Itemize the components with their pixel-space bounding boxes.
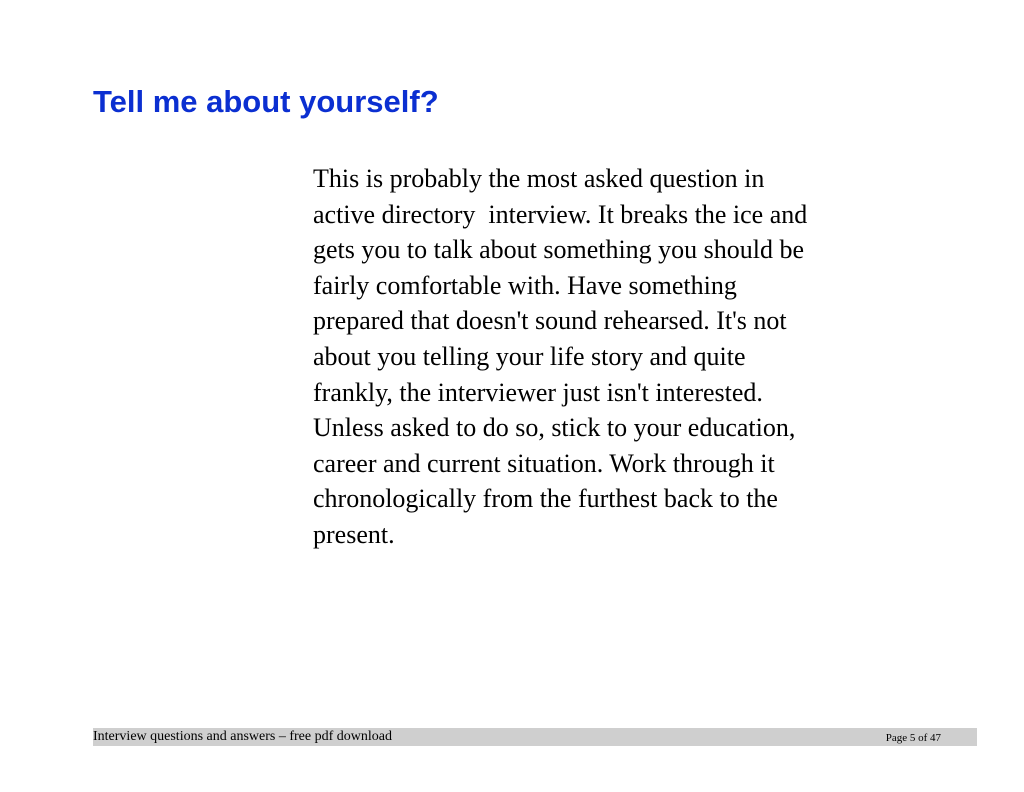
footer-title: Interview questions and answers – free pdf download [93,729,392,744]
answer-line: chronologically from the furthest back to the [313,484,778,514]
answer-line: about you telling your life story and quite [313,341,746,371]
answer-line: Unless asked to do so, stick to your education, [313,413,796,443]
answer-line: frankly, the interviewer just isn't interested. [313,377,763,407]
answer-paragraph [313,161,918,553]
footer-bar [93,728,977,746]
answer-line: career and current situation. Work through it [313,448,775,478]
page-number: Page 5 of 47 [885,732,941,744]
answer-line: prepared that doesn't sound rehearsed. It's not [313,306,787,336]
answer-line: present. [313,519,395,549]
answer-line: fairly comfortable with. Have something [313,270,737,300]
question-title: Tell me about yourself? [93,84,439,119]
answer-line: gets you to talk about something you should be [313,235,805,265]
answer-line: active directory interview. It breaks the ice and [313,199,808,229]
answer-line: This is probably the most asked question in [313,164,765,193]
